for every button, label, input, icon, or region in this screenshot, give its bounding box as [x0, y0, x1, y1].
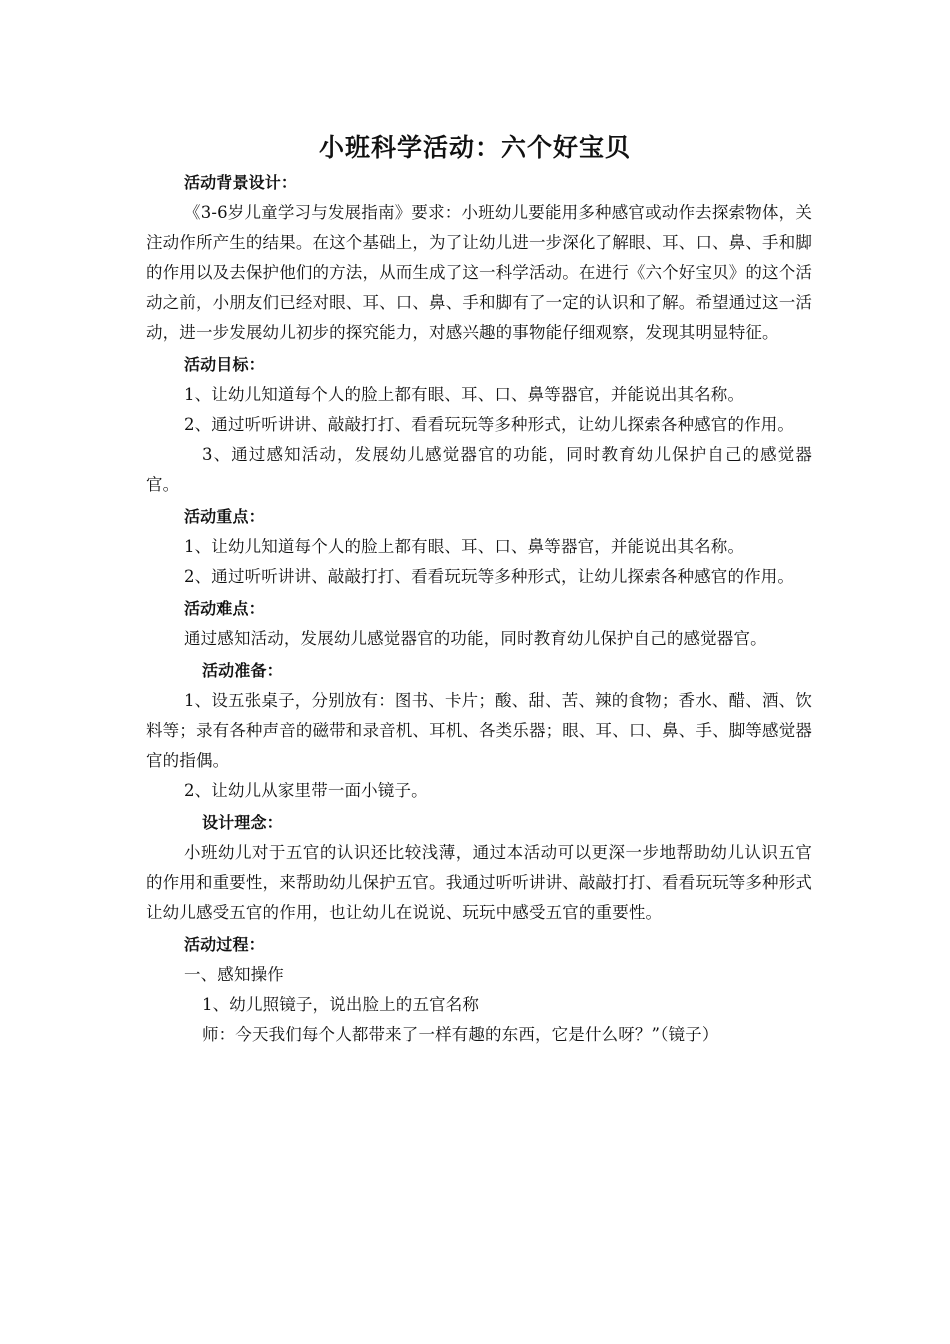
concept-paragraph: 小班幼儿对于五官的认识还比较浅薄，通过本活动可以更深一步地帮助幼儿认识五官的作用和重要性，来帮助幼儿保护五官。我通过听听讲讲、敲敲打打、看看玩玩等多种形式让幼儿感受五官的作用，也让幼儿在说说、玩玩中感受五官的重要性。: [146, 843, 812, 922]
difficulty-heading: 活动难点：: [184, 599, 265, 618]
process-heading: 活动过程：: [184, 935, 265, 954]
background-heading: 活动背景设计：: [184, 173, 298, 192]
key-point-1: 1、让幼儿知道每个人的脸上都有眼、耳、口、鼻等器官，并能说出其名称。: [184, 537, 745, 556]
goal-item-3: 3、通过感知活动，发展幼儿感觉器官的功能，同时教育幼儿保护自己的感觉器官。: [146, 445, 812, 494]
preparation-item-2: 2、让幼儿从家里带一面小镜子。: [184, 781, 428, 800]
process-dialogue: 师：今天我们每个人都带来了一样有趣的东西，它是什么呀？”（镜子）: [202, 1025, 719, 1044]
goals-heading: 活动目标：: [184, 355, 265, 374]
key-point-2: 2、通过听听讲讲、敲敲打打、看看玩玩等多种形式，让幼儿探索各种感官的作用。: [184, 567, 795, 586]
process-step-1: 一、感知操作: [184, 965, 284, 984]
page-title: 小班科学活动：六个好宝贝: [318, 133, 631, 162]
goal-item-1: 1、让幼儿知道每个人的脸上都有眼、耳、口、鼻等器官，并能说出其名称。: [184, 385, 745, 404]
goal-item-2: 2、通过听听讲讲、敲敲打打、看看玩玩等多种形式，让幼儿探索各种感官的作用。: [184, 415, 795, 434]
preparation-item-1: 1、设五张桌子，分别放有：图书、卡片；酸、甜、苦、辣的食物；香水、醋、酒、饮料等；录有各种声音的磁带和录音机、耳机、各类乐器；眼、耳、口、鼻、手、脚等感觉器官的指偶。: [146, 691, 812, 770]
document-body: [146, 168, 812, 1050]
difficulty-paragraph: 通过感知活动，发展幼儿感觉器官的功能，同时教育幼儿保护自己的感觉器官。: [184, 629, 767, 648]
background-paragraph: 《3-6岁儿童学习与发展指南》要求：小班幼儿要能用多种感官或动作去探索物体，关注动作所产生的结果。在这个基础上，为了让幼儿进一步深化了解眼、耳、口、鼻、手和脚的作用以及去保护他们的方法，从而生成了这一科学活动。在进行《六个好宝贝》的这个活动之前，小朋友们已经对眼、耳、口、鼻、手和脚有了一定的认识和了解。希望通过这一活动，进一步发展幼儿初步的探究能力，对感兴趣的事物能仔细观察，发现其明显特征。: [146, 203, 812, 342]
preparation-heading: 活动准备：: [202, 661, 283, 680]
key-points-heading: 活动重点：: [184, 507, 265, 526]
process-substep-1: 1、幼儿照镜子，说出脸上的五官名称: [202, 995, 480, 1014]
concept-heading: 设计理念：: [202, 813, 283, 832]
